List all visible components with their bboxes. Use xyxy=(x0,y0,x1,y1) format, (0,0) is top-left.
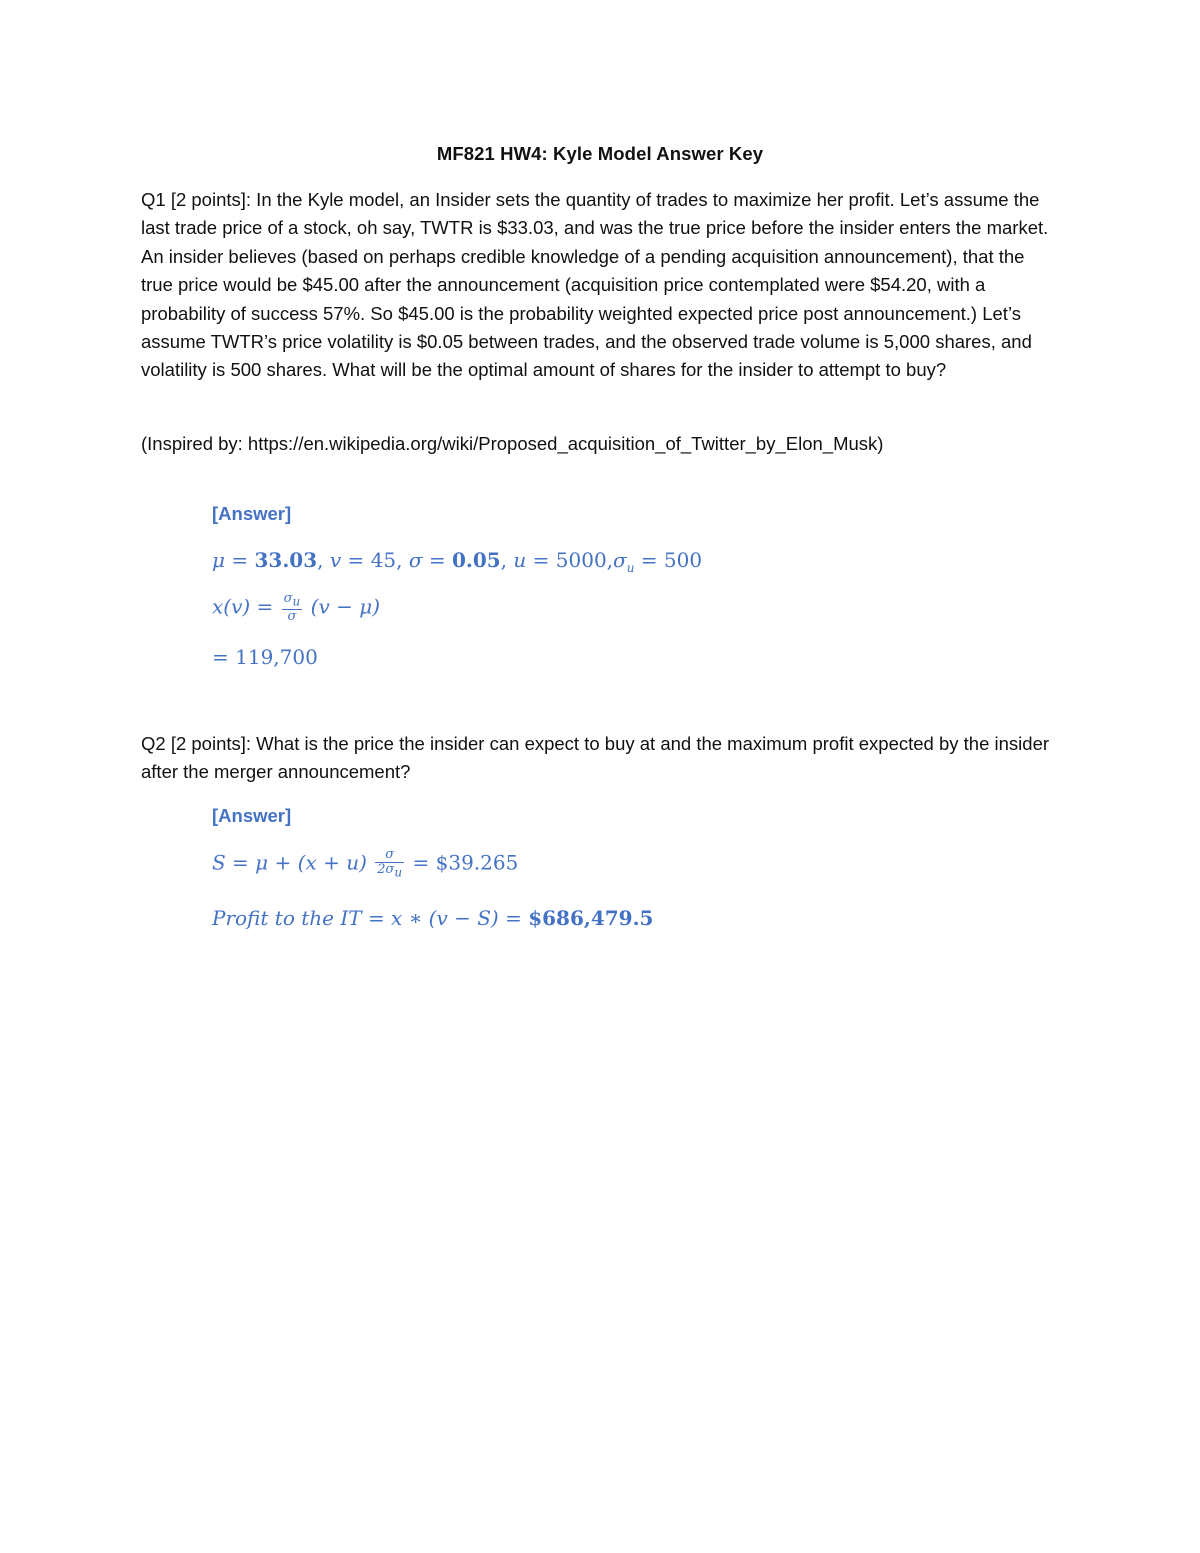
question-2-text: What is the price the insider can expect to buy at and the maximum profit expected by the insider after the merger announcement? xyxy=(141,733,1050,783)
question-1 xyxy=(141,186,1059,385)
answer-2-profit-formula xyxy=(212,906,653,930)
sigma-u-value: 500 xyxy=(663,548,703,572)
answer-1-formula xyxy=(212,592,380,624)
sigma-value: 0.05 xyxy=(451,548,501,572)
question-2 xyxy=(141,730,1059,787)
v-symbol: v xyxy=(329,548,342,572)
expected-price-value: = $39.265 xyxy=(412,850,519,875)
s-formula-lhs: S = μ + (x + u) xyxy=(212,850,367,875)
question-1-text: In the Kyle model, an Insider sets the quantity of trades to maximize her profit. Let’s assume the last trade price of a stock, oh say, TWTR is $33.03, and was the true price before the insider enters the market. An insider believes (based on perhaps credible knowledge of a pending acquisition announcement), that the true price would be $45.00 after the announcement (acquisition price contemplated were $54.20, with a probability of success 57%. So $45.00 is the probability weighted expected price post announcement.) Let’s assume TWTR’s price volatility is $0.05 between trades, and the observed trade volume is 5,000 shares, and volatility is 500 shares. What will be the optimal amount of shares for the insider to attempt to buy? xyxy=(141,189,1049,381)
u-symbol: u xyxy=(513,548,527,572)
sigma-u-symbol: σ xyxy=(613,548,627,572)
sigma-ratio-fraction: $\frac{\sigma_u}{\sigma}$ xyxy=(283,591,301,624)
profit-value: $686,479.5 xyxy=(528,906,654,930)
inspired-by-reference: (Inspired by: https://en.wikipedia.org/wiki/Proposed_acquisition_of_Twitter_by_Elon_Musk) xyxy=(141,433,884,454)
mu-value: 33.03 xyxy=(254,548,318,572)
answer-2-label: [Answer] xyxy=(212,805,292,826)
v-value: 45 xyxy=(370,548,397,572)
x-of-v-lhs: x(v) = xyxy=(212,594,274,619)
document-title: MF821 HW4: Kyle Model Answer Key xyxy=(436,143,764,164)
price-difference-term: (v − μ) xyxy=(310,594,381,619)
answer-2-price-formula xyxy=(212,848,518,880)
question-1-label: Q1 [2 points]: xyxy=(141,189,252,210)
answer-1-result: = 119,700 xyxy=(212,645,318,669)
answer-1-label: [Answer] xyxy=(212,503,292,524)
sigma-symbol: σ xyxy=(408,548,423,572)
profit-formula-lhs: Profit to the IT = x ∗ (v − S) = xyxy=(212,906,529,930)
sigma-over-2sigma-u-fraction: $\frac{\sigma}{2\sigma_u}$ xyxy=(377,847,403,880)
u-value: 5000 xyxy=(555,548,607,572)
question-2-label: Q2 [2 points]: xyxy=(141,733,252,754)
answer-1-parameters: μ = 33.03, v = 45, σ = 0.05, $u = 5000,\sigma_u = 500$ xyxy=(212,548,703,575)
mu-symbol: μ xyxy=(212,548,225,572)
